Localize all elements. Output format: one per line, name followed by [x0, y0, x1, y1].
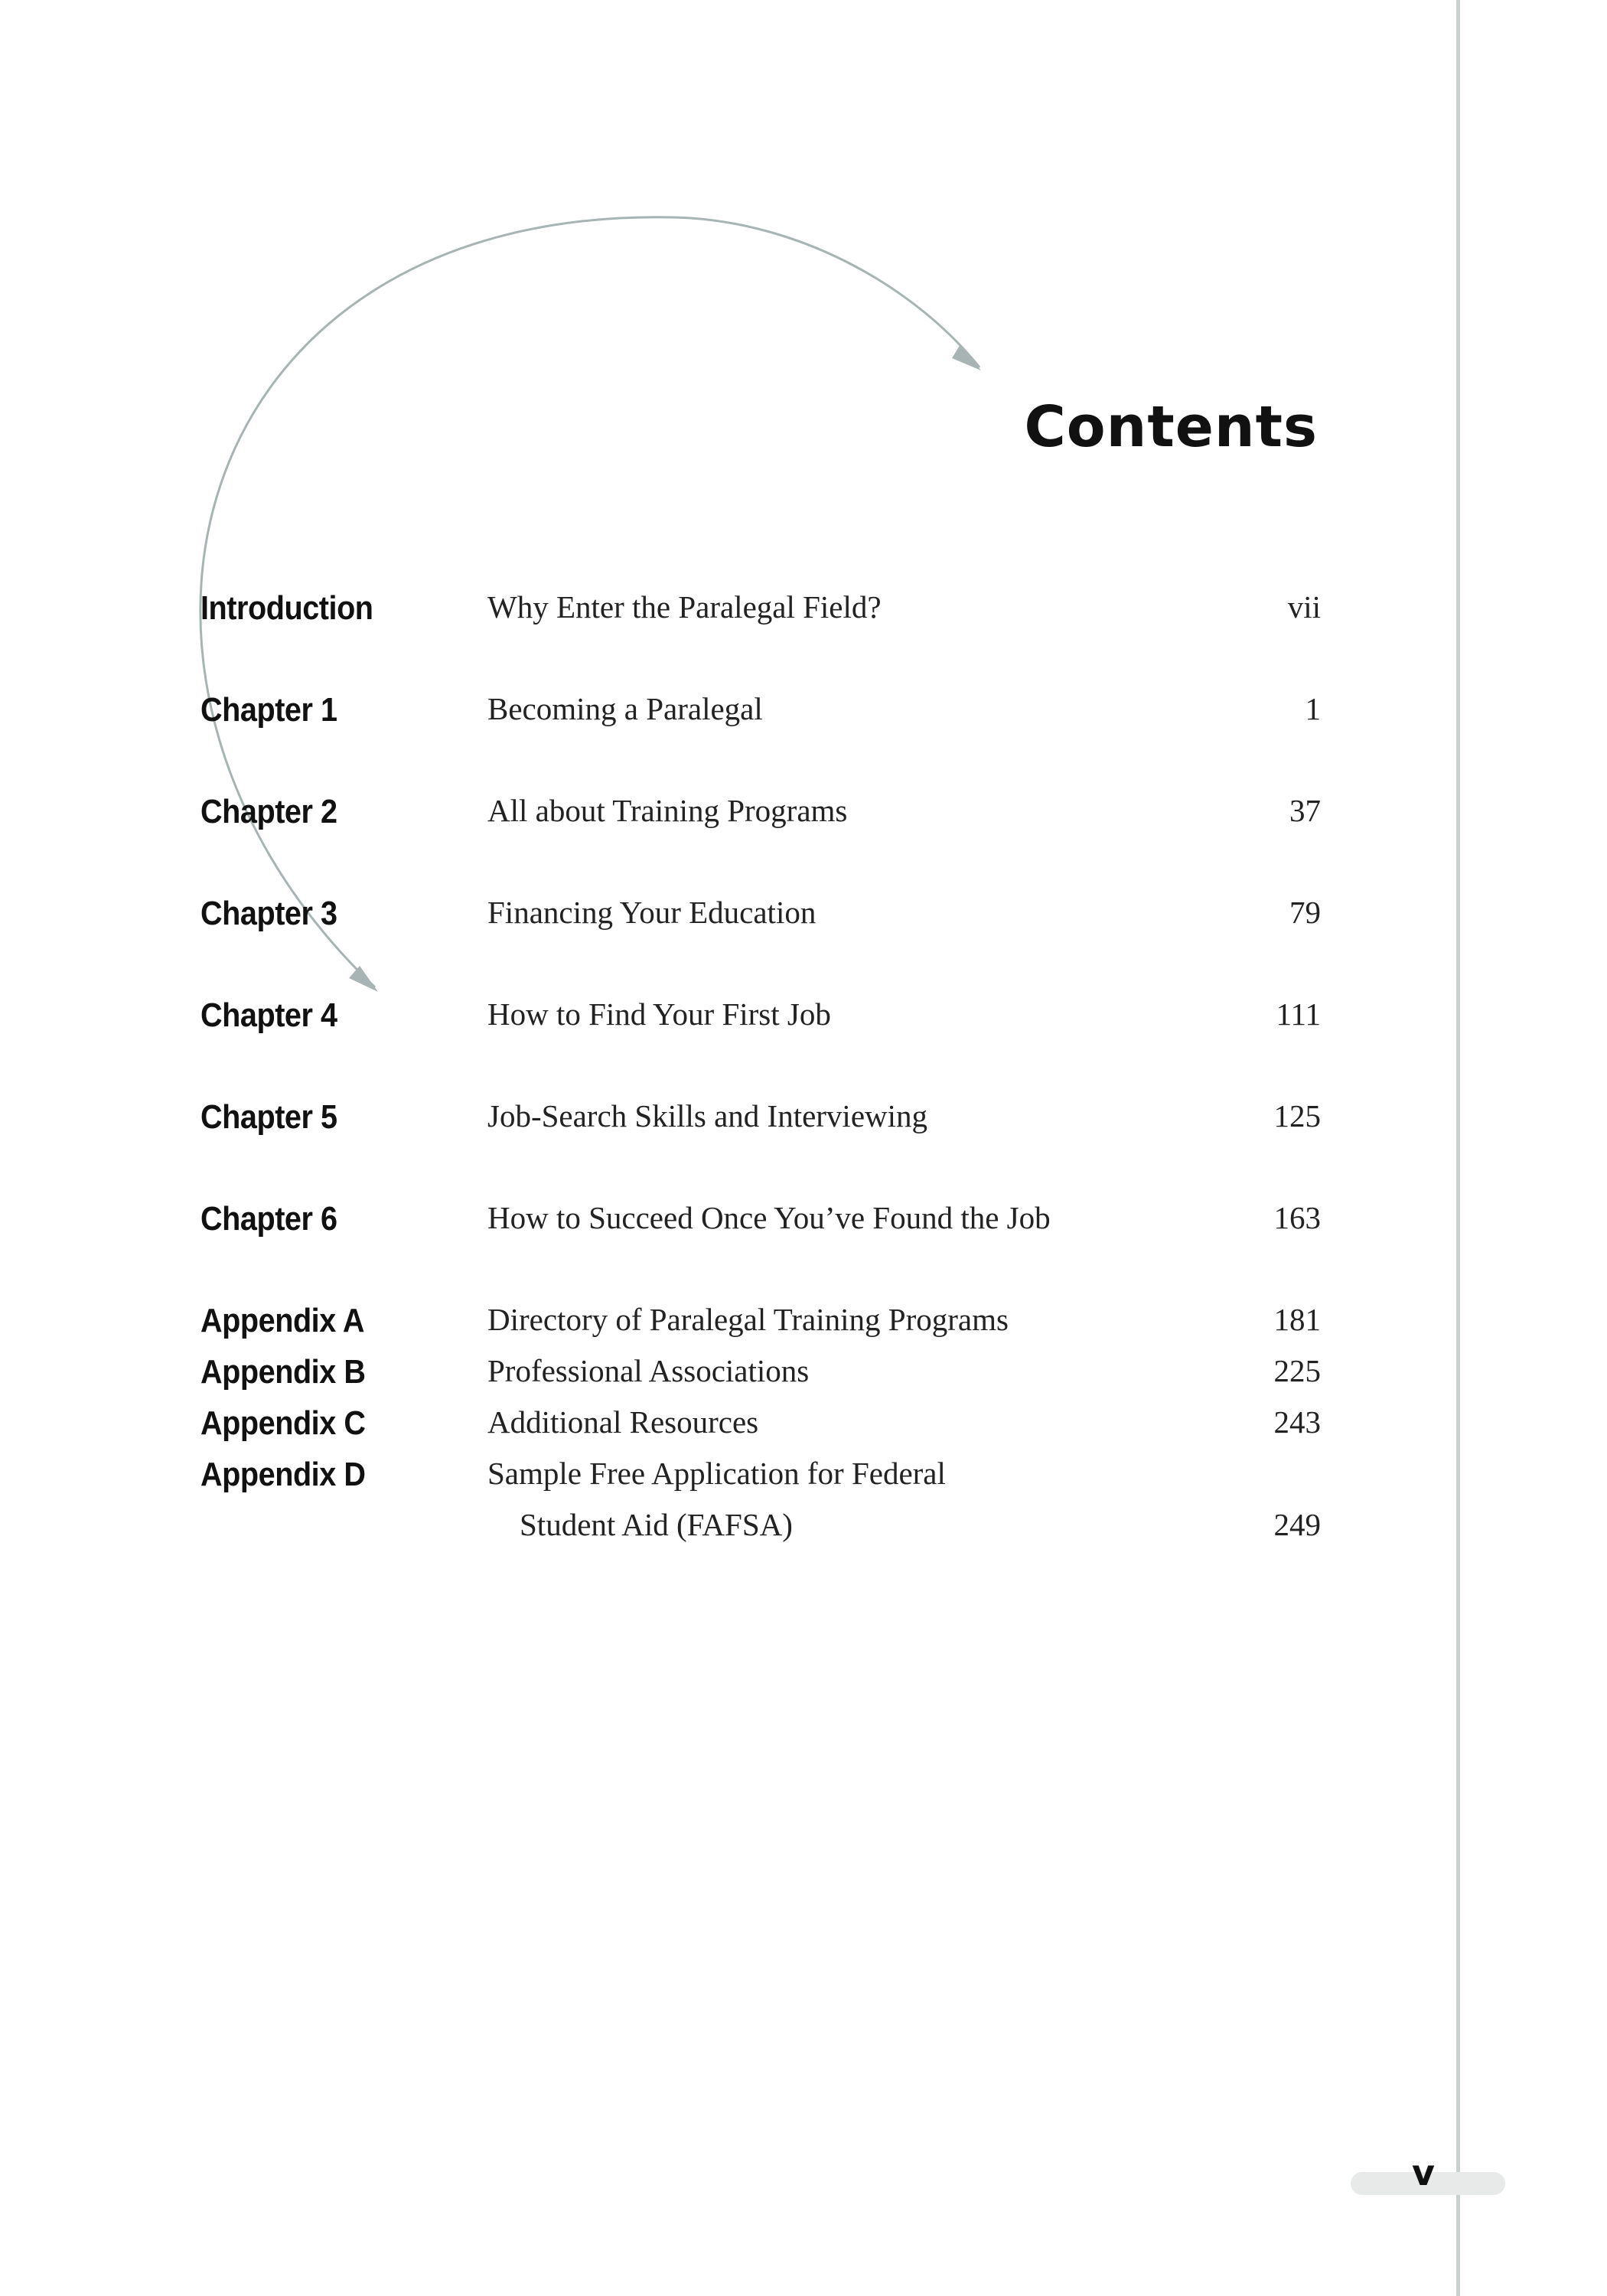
entry-title: Job-Search Skills and Interviewing — [487, 1098, 928, 1133]
entry-label: Chapter 6 — [200, 1200, 337, 1238]
entry-title: Why Enter the Paralegal Field? — [487, 589, 882, 625]
entry-title: How to Find Your First Job — [487, 996, 831, 1032]
entry-page: 249 — [1273, 1507, 1321, 1542]
toc-entry[interactable] — [200, 691, 1321, 793]
entry-page: 243 — [1273, 1404, 1321, 1440]
entry-title: How to Succeed Once You’ve Found the Job — [487, 1200, 1051, 1235]
page-title: Contents — [1024, 394, 1318, 460]
entry-page: 225 — [1273, 1353, 1321, 1388]
entry-label: Introduction — [200, 589, 373, 627]
entry-title: Directory of Paralegal Training Programs — [487, 1302, 1009, 1337]
entry-title: Professional Associations — [487, 1353, 810, 1388]
entry-label: Chapter 2 — [200, 793, 337, 830]
arc-arrowhead-top — [952, 344, 981, 370]
entry-label: Appendix C — [200, 1404, 366, 1442]
toc-entry[interactable] — [200, 793, 1321, 895]
entry-label: Appendix B — [200, 1353, 366, 1391]
entry-label: Chapter 3 — [200, 895, 337, 932]
entry-label: Chapter 1 — [200, 691, 337, 729]
page-folio: v — [1412, 2152, 1435, 2193]
entry-page: 125 — [1273, 1098, 1321, 1133]
toc-entry[interactable] — [200, 1456, 1321, 1558]
toc-list — [200, 589, 1321, 1558]
entry-title: Financing Your Education — [487, 895, 817, 930]
entry-page: 79 — [1289, 895, 1321, 930]
entry-page: vii — [1287, 589, 1321, 625]
entry-page: 1 — [1305, 691, 1321, 726]
entry-label: Chapter 5 — [200, 1098, 337, 1136]
entry-title — [487, 1448, 946, 1551]
entry-page: 181 — [1273, 1302, 1321, 1337]
toc-entry[interactable] — [200, 1200, 1321, 1302]
entry-page: 37 — [1289, 793, 1321, 828]
toc-entry[interactable] — [200, 895, 1321, 996]
entry-page: 163 — [1273, 1200, 1321, 1235]
toc-entry[interactable] — [200, 1098, 1321, 1200]
entry-title: Additional Resources — [487, 1404, 759, 1440]
toc-entry[interactable] — [200, 996, 1321, 1098]
entry-label: Chapter 4 — [200, 996, 337, 1034]
entry-title: All about Training Programs — [487, 793, 848, 828]
toc-entry[interactable] — [200, 589, 1321, 691]
entry-page: 111 — [1276, 996, 1321, 1032]
entry-title-line1: Sample Free Application for Federal — [487, 1456, 946, 1491]
entry-title-line2: Student Aid (FAFSA) — [520, 1507, 793, 1542]
toc-entry[interactable] — [200, 1353, 1321, 1404]
entry-title: Becoming a Paralegal — [487, 691, 763, 726]
entry-label: Appendix A — [200, 1302, 365, 1339]
entry-label: Appendix D — [200, 1456, 366, 1493]
